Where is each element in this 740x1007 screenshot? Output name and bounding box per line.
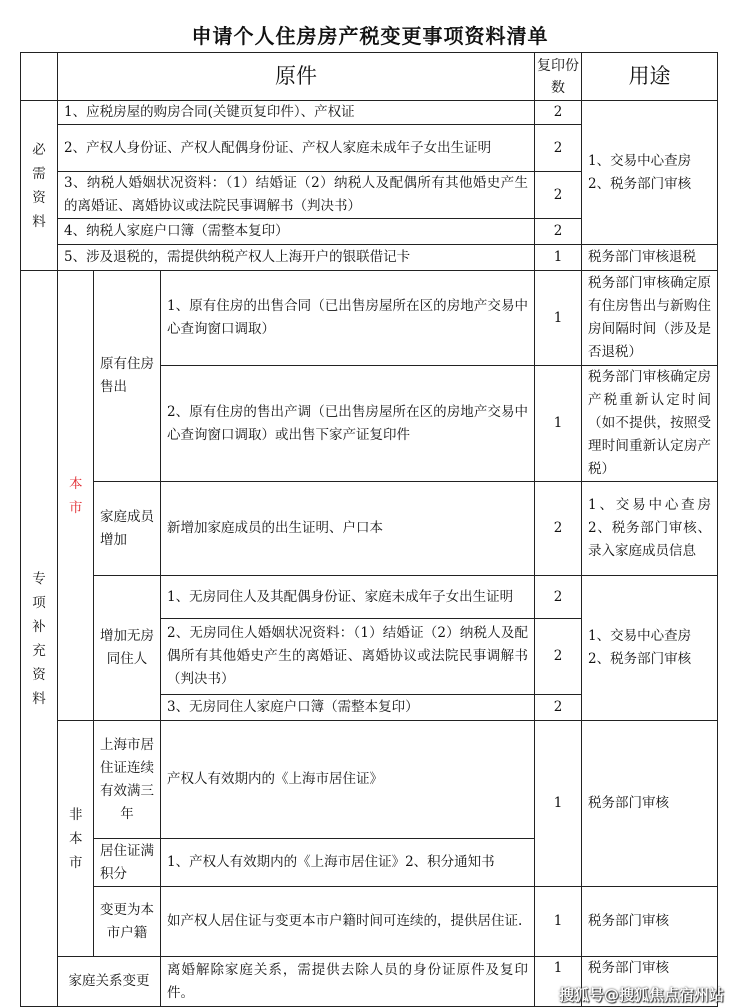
item-purpose: 税务部门审核 xyxy=(582,887,718,957)
item-copies: 2 xyxy=(535,172,582,219)
item-text: 新增加家庭成员的出生证明、户口本 xyxy=(161,482,535,576)
table-row xyxy=(21,576,718,619)
header-blank xyxy=(21,53,58,101)
item-text: 3、无房同住人家庭户口簿（需整本复印） xyxy=(161,695,535,721)
item-text: 1、产权人有效期内的《上海市居住证》2、积分通知书 xyxy=(161,839,535,887)
special-label: 专项补充资料 xyxy=(21,271,58,1007)
cohabitant-label: 增加无房同住人 xyxy=(94,576,161,721)
permit3-label: 上海市居住证连续有效满三年 xyxy=(94,721,161,839)
item-text: 如产权人居住证与变更本市户籍时间可连续的，提供居住证. xyxy=(161,887,535,957)
sale-label: 原有住房售出 xyxy=(94,271,161,482)
item-text: 1、原有住房的出售合同（已出售房屋所在区的房地产交易中心查询窗口调取） xyxy=(161,271,535,366)
item-copies: 2 xyxy=(535,576,582,619)
watermark: 搜狐号@搜狐焦点宿州站 xyxy=(558,986,724,1004)
header-original: 原件 xyxy=(58,53,535,101)
item-copies: 1 xyxy=(535,366,582,482)
table-row xyxy=(21,101,718,125)
item-copies: 2 xyxy=(535,101,582,125)
item-text: 离婚解除家庭关系，需提供去除人员的身份证原件及复印件。 xyxy=(161,957,535,1007)
item-copies: 2 xyxy=(535,482,582,576)
item-copies: 2 xyxy=(535,619,582,695)
table-row xyxy=(21,482,718,576)
item-purpose: 税务部门审核确定房产税重新认定时间（如不提供，按照受理时间重新认定房产税） xyxy=(582,366,718,482)
item-text: 3、纳税人婚姻状况资料：（1）结婚证（2）纳税人及配偶所有其他婚史产生的离婚证、离婚协议或法院民事调解书（判决书） xyxy=(58,172,535,219)
table-row xyxy=(21,245,718,271)
nonlocal-label: 非本市 xyxy=(58,721,94,957)
item-purpose: 1、交易中心查房 2、税务部门审核、录入家庭成员信息 xyxy=(582,482,718,576)
item-purpose: 1、交易中心查房 2、税务部门审核 xyxy=(582,576,718,721)
item-copies: 2 xyxy=(535,125,582,172)
header-purpose: 用途 xyxy=(582,53,718,101)
item-copies: 1 xyxy=(535,271,582,366)
item-copies: 2 xyxy=(535,695,582,721)
item-text: 5、涉及退税的，需提供纳税产权人上海开户的银联借记卡 xyxy=(58,245,535,271)
item-text: 4、纳税人家庭户口簿（需整本复印） xyxy=(58,219,535,245)
item-text: 1、应税房屋的购房合同(关键页复印件）、产权证 xyxy=(58,101,535,125)
item-text: 2、无房同住人婚姻状况资料：（1）结婚证（2）纳税人及配偶所有其他婚史产生的离婚证、离婚协议或法院民事调解书（判决书） xyxy=(161,619,535,695)
points-label: 居住证满积分 xyxy=(94,839,161,887)
table-row xyxy=(21,721,718,839)
item-purpose: 税务部门审核 xyxy=(582,957,718,1007)
item-copies: 1 xyxy=(535,245,582,271)
hukou-label: 变更为本市户籍 xyxy=(94,887,161,957)
item-purpose: 税务部门审核 xyxy=(582,721,718,887)
table-row xyxy=(21,887,718,957)
item-copies: 1 xyxy=(535,957,582,1007)
family-change-label: 家庭关系变更 xyxy=(58,957,161,1007)
table-row xyxy=(21,271,718,366)
item-copies: 1 xyxy=(535,721,582,887)
item-text: 产权人有效期内的《上海市居住证》 xyxy=(161,721,535,839)
item-purpose: 1、交易中心查房 2、税务部门审核 xyxy=(582,101,718,245)
page-title: 申请个人住房房产税变更事项资料清单 xyxy=(191,24,549,48)
table-header xyxy=(21,53,718,101)
item-text: 2、原有住房的售出产调（已出售房屋所在区的房地产交易中心查询窗口调取）或出售下家产证复印件 xyxy=(161,366,535,482)
materials-table xyxy=(20,52,718,1007)
item-copies: 1 xyxy=(535,887,582,957)
item-purpose: 税务部门审核退税 xyxy=(582,245,718,271)
local-label: 本市 xyxy=(58,271,94,721)
item-text: 2、产权人身份证、产权人配偶身份证、产权人家庭未成年子女出生证明 xyxy=(58,125,535,172)
item-text: 1、无房同住人及其配偶身份证、家庭未成年子女出生证明 xyxy=(161,576,535,619)
item-copies: 2 xyxy=(535,219,582,245)
header-copies: 复印份数 xyxy=(535,53,582,101)
family-add-label: 家庭成员增加 xyxy=(94,482,161,576)
item-purpose: 税务部门审核确定原有住房售出与新购住房间隔时间（涉及是否退税） xyxy=(582,271,718,366)
required-label: 必需资料 xyxy=(21,101,58,271)
